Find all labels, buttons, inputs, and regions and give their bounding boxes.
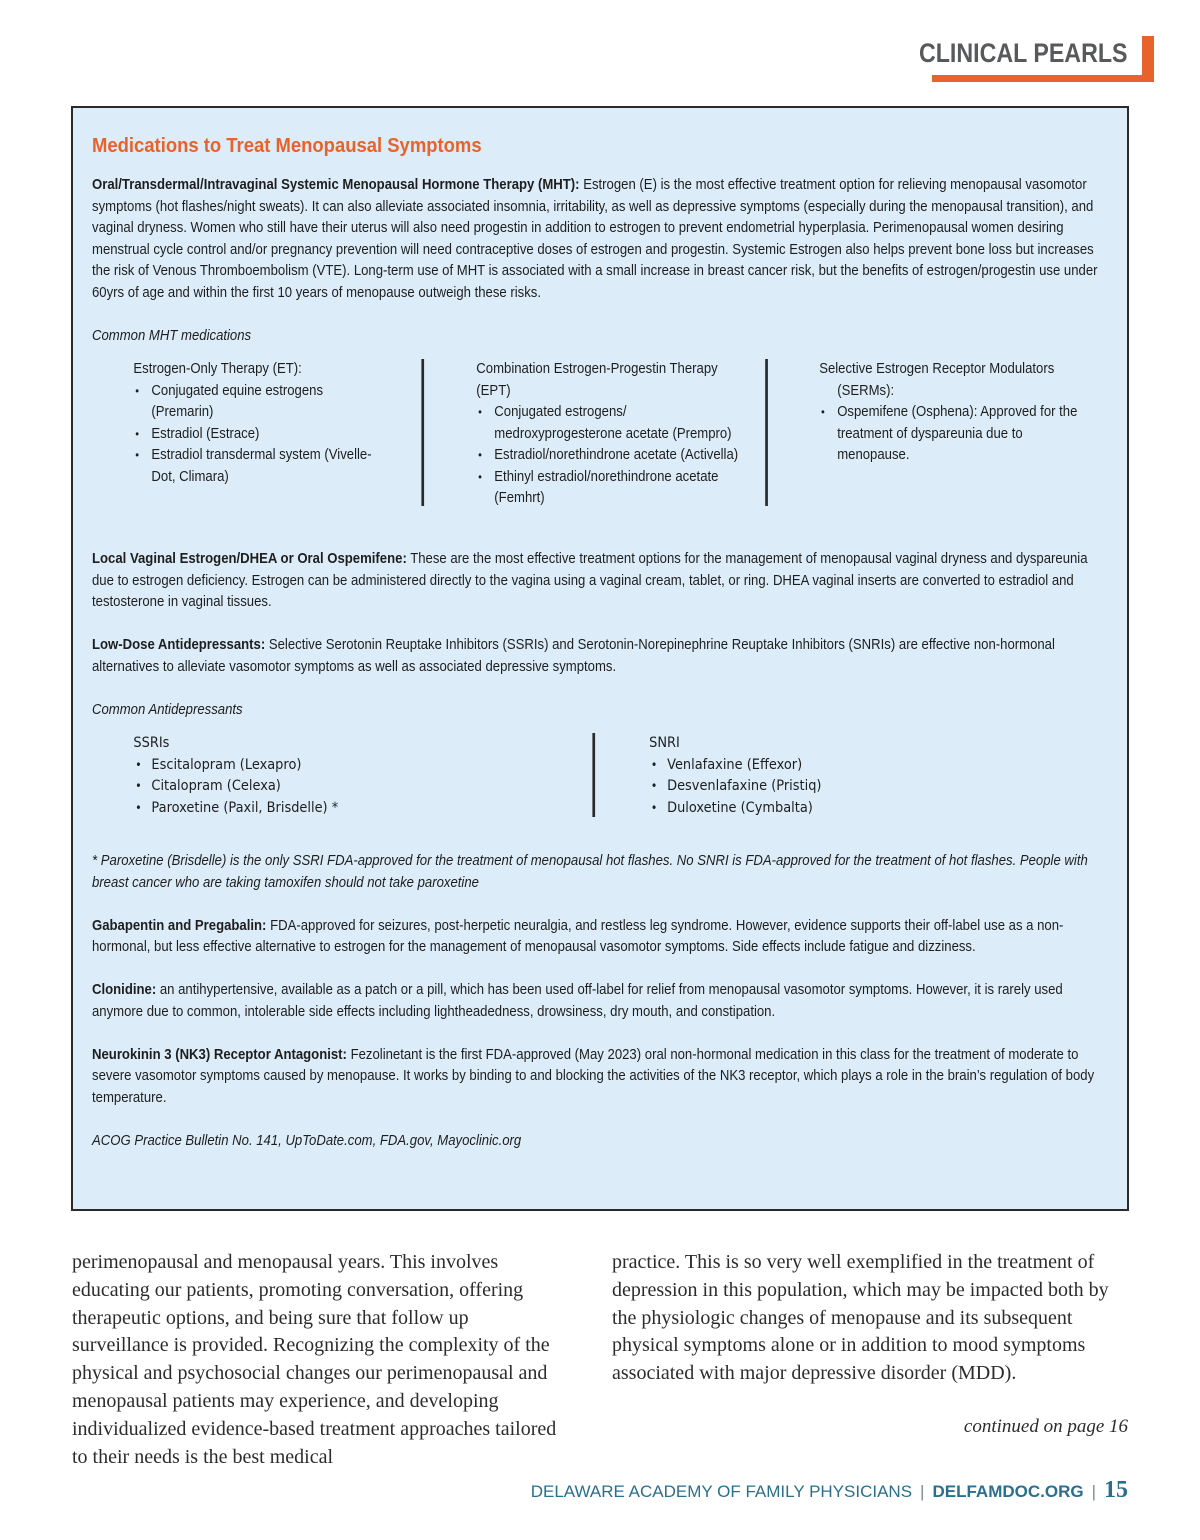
body-column-left: perimenopausal and menopausal years. This involves educating our patients, promoting conversation, offering therapeutic options, and being sure that follow up surveillance is provided. Recognizing the complexity of the physical and psychosocial changes our perimenopausal and menopausal patients may experience, and developing individualized evidence-based treatment approaches tailored to their needs is the best medical bbox=[72, 1251, 557, 1468]
mht-lead: Oral/Transdermal/Intravaginal Systemic Menopausal Hormone Therapy (MHT): bbox=[92, 177, 580, 193]
et-column bbox=[133, 359, 376, 488]
gabapentin-text: FDA-approved for seizures, post-herpetic neuralgia, and restless leg syndrome. However, evidence supports their off-label use as a non-hormonal, but less effective alternative to estrogen for the management of menopausal vasomotor symptoms. Side effects include fatigue and dizziness. bbox=[92, 917, 1064, 955]
section-label: CLINICAL PEARLS bbox=[919, 38, 1128, 68]
clonidine-paragraph bbox=[92, 980, 1112, 1023]
ept-heading: Combination Estrogen-Progestin Therapy (EPT) bbox=[476, 361, 718, 399]
et-heading: Estrogen-Only Therapy (ET): bbox=[133, 361, 302, 377]
mht-text: Estrogen (E) is the most effective treatment option for relieving menopausal vasomotor symptoms (hot flashes/night sweats). It can also alleviate associated insomnia, irritability, as well as depressive symptoms (especially during the menopausal transition), and vaginal dryness. Women who still have their uterus will also need progestin in addition to estrogen to prevent endometrial hyperplasia. Perimenopausal women desiring menstrual cycle control and/or pregnancy prevention will need contraceptive doses of estrogen and progestin. Systemic Estrogen also helps prevent bone loss but increases the risk of Venous Thromboembolism (VTE). Long-term use of MHT is associated with a small increase in breast cancer risk, but the benefits of estrogen/progestin use under 60yrs of age and within the first 10 years of menopause outweigh these risks. bbox=[92, 177, 1098, 301]
box-title: Medications to Treat Menopausal Symptoms bbox=[92, 134, 482, 157]
serm-heading: Selective Estrogen Receptor Modulators (SERMs): bbox=[819, 361, 1055, 399]
list-item: • Duloxetine (Cymbalta) bbox=[649, 798, 1027, 820]
list-item: • Venlafaxine (Effexor) bbox=[649, 755, 1027, 777]
gabapentin-lead: Gabapentin and Pregabalin: bbox=[92, 917, 267, 934]
snri-column bbox=[649, 733, 1027, 819]
ept-column bbox=[476, 359, 755, 510]
antidepressant-text: Selective Serotonin Reuptake Inhibitors (SSRIs) and Serotonin-Norepinephrine Reuptake Inhibitors (SNRIs) are effective non-hormonal alternatives to alleviate vasomotor symptoms as well as associated depressive symptoms. bbox=[92, 637, 1055, 675]
list-item: • Desvenlafaxine (Pristiq) bbox=[649, 776, 1027, 798]
nk3-text: Fezolinetant is the first FDA-approved (May 2023) oral non-hormonal medication in this class for the treatment of moderate to severe vasomotor symptoms caused by menopause. It works by binding to and blocking the activities of the NK3 receptor, which plays a role in the brain’s regulation of body temperature. bbox=[92, 1046, 1095, 1106]
sources: ACOG Practice Bulletin No. 141, UpToDate.com, FDA.gov, Mayoclinic.org bbox=[92, 1132, 522, 1149]
list-item: • Paroxetine (Paxil, Brisdelle) * bbox=[133, 798, 511, 820]
list-item: • Ethinyl estradiol/norethindrone acetate (Femhrt) bbox=[476, 467, 755, 510]
antidepressant-common-label: Common Antidepressants bbox=[92, 701, 243, 718]
list-item: • Escitalopram (Lexapro) bbox=[133, 755, 511, 777]
ssri-heading: SSRIs bbox=[133, 735, 170, 751]
page-number: 15 bbox=[1104, 1477, 1128, 1503]
local-text: These are the most effective treatment options for the management of menopausal vaginal dryness and dyspareunia due to estrogen deficiency. Estrogen can be administered directly to the vagina using a vaginal cream, tablet, or ring. DHEA vaginal inserts are converted to estradiol and testosterone in vaginal tissues. bbox=[92, 551, 1088, 610]
footer-org: DELAWARE ACADEMY OF FAMILY PHYSICIANS bbox=[530, 1482, 913, 1501]
section-tab bbox=[919, 36, 1154, 82]
medications-sidebar-box bbox=[71, 106, 1129, 1211]
column-divider bbox=[421, 359, 424, 506]
ssri-column bbox=[133, 733, 511, 819]
snri-heading: SNRI bbox=[649, 735, 680, 751]
antidepressant-lead: Low-Dose Antidepressants: bbox=[92, 637, 266, 653]
list-item: • Estradiol (Estrace) bbox=[133, 424, 376, 446]
gabapentin-paragraph bbox=[92, 916, 1112, 959]
local-paragraph bbox=[92, 549, 1112, 614]
mht-medication-columns bbox=[92, 359, 1112, 519]
nk3-paragraph bbox=[92, 1045, 1112, 1110]
nk3-lead: Neurokinin 3 (NK3) Receptor Antagonist: bbox=[92, 1046, 347, 1063]
clonidine-text: an antihypertensive, available as a patch or a pill, which has been used off-label for relief from menopausal vasomotor symptoms. However, it is rarely used anymore due to common, intolerable side effects including lightheadedness, drowsiness, dry mouth, and constipation. bbox=[92, 982, 1063, 1020]
body-column-right: practice. This is so very well exemplified in the treatment of depression in this population, which may be impacted both by the physiologic changes of menopause and its subsequent physical symptoms alone or in addition to mood symptoms associated with major depressive disorder (MDD). bbox=[612, 1251, 1109, 1385]
list-item: • Estradiol transdermal system (Vivelle-Dot, Climara) bbox=[133, 445, 376, 488]
list-item: • Citalopram (Celexa) bbox=[133, 776, 511, 798]
footer-separator: | bbox=[920, 1482, 925, 1501]
mht-common-label: Common MHT medications bbox=[92, 327, 252, 344]
antidepressant-columns bbox=[92, 733, 1112, 821]
page-footer bbox=[531, 1477, 1128, 1504]
local-lead: Local Vaginal Estrogen/DHEA or Oral Ospemifene: bbox=[92, 551, 407, 567]
list-item: • Estradiol/norethindrone acetate (Activella) bbox=[476, 445, 755, 467]
serm-column bbox=[819, 359, 1080, 467]
list-item: • Ospemifene (Osphena): Approved for the treatment of dyspareunia due to menopause. bbox=[819, 402, 1080, 467]
clonidine-lead: Clonidine: bbox=[92, 982, 157, 998]
column-divider bbox=[592, 733, 595, 817]
antidepressant-paragraph bbox=[92, 635, 1112, 678]
list-item: • Conjugated estrogens/ medroxyprogesterone acetate (Prempro) bbox=[476, 402, 755, 445]
continued-note: continued on page 16 bbox=[963, 1416, 1128, 1437]
footer-page-separator: | bbox=[1091, 1482, 1096, 1501]
column-divider bbox=[765, 359, 768, 506]
mht-paragraph bbox=[92, 175, 1112, 304]
footnote: * Paroxetine (Brisdelle) is the only SSRI FDA-approved for the treatment of menopausal hot flashes. No SNRI is FDA-approved for the treatment of hot flashes. People with breast cancer who are taking tamoxifen should not take paroxetine bbox=[92, 853, 1088, 891]
list-item: • Conjugated equine estrogens (Premarin) bbox=[133, 381, 376, 424]
footer-site-link[interactable]: DELFAMDOC.ORG bbox=[932, 1482, 1084, 1501]
